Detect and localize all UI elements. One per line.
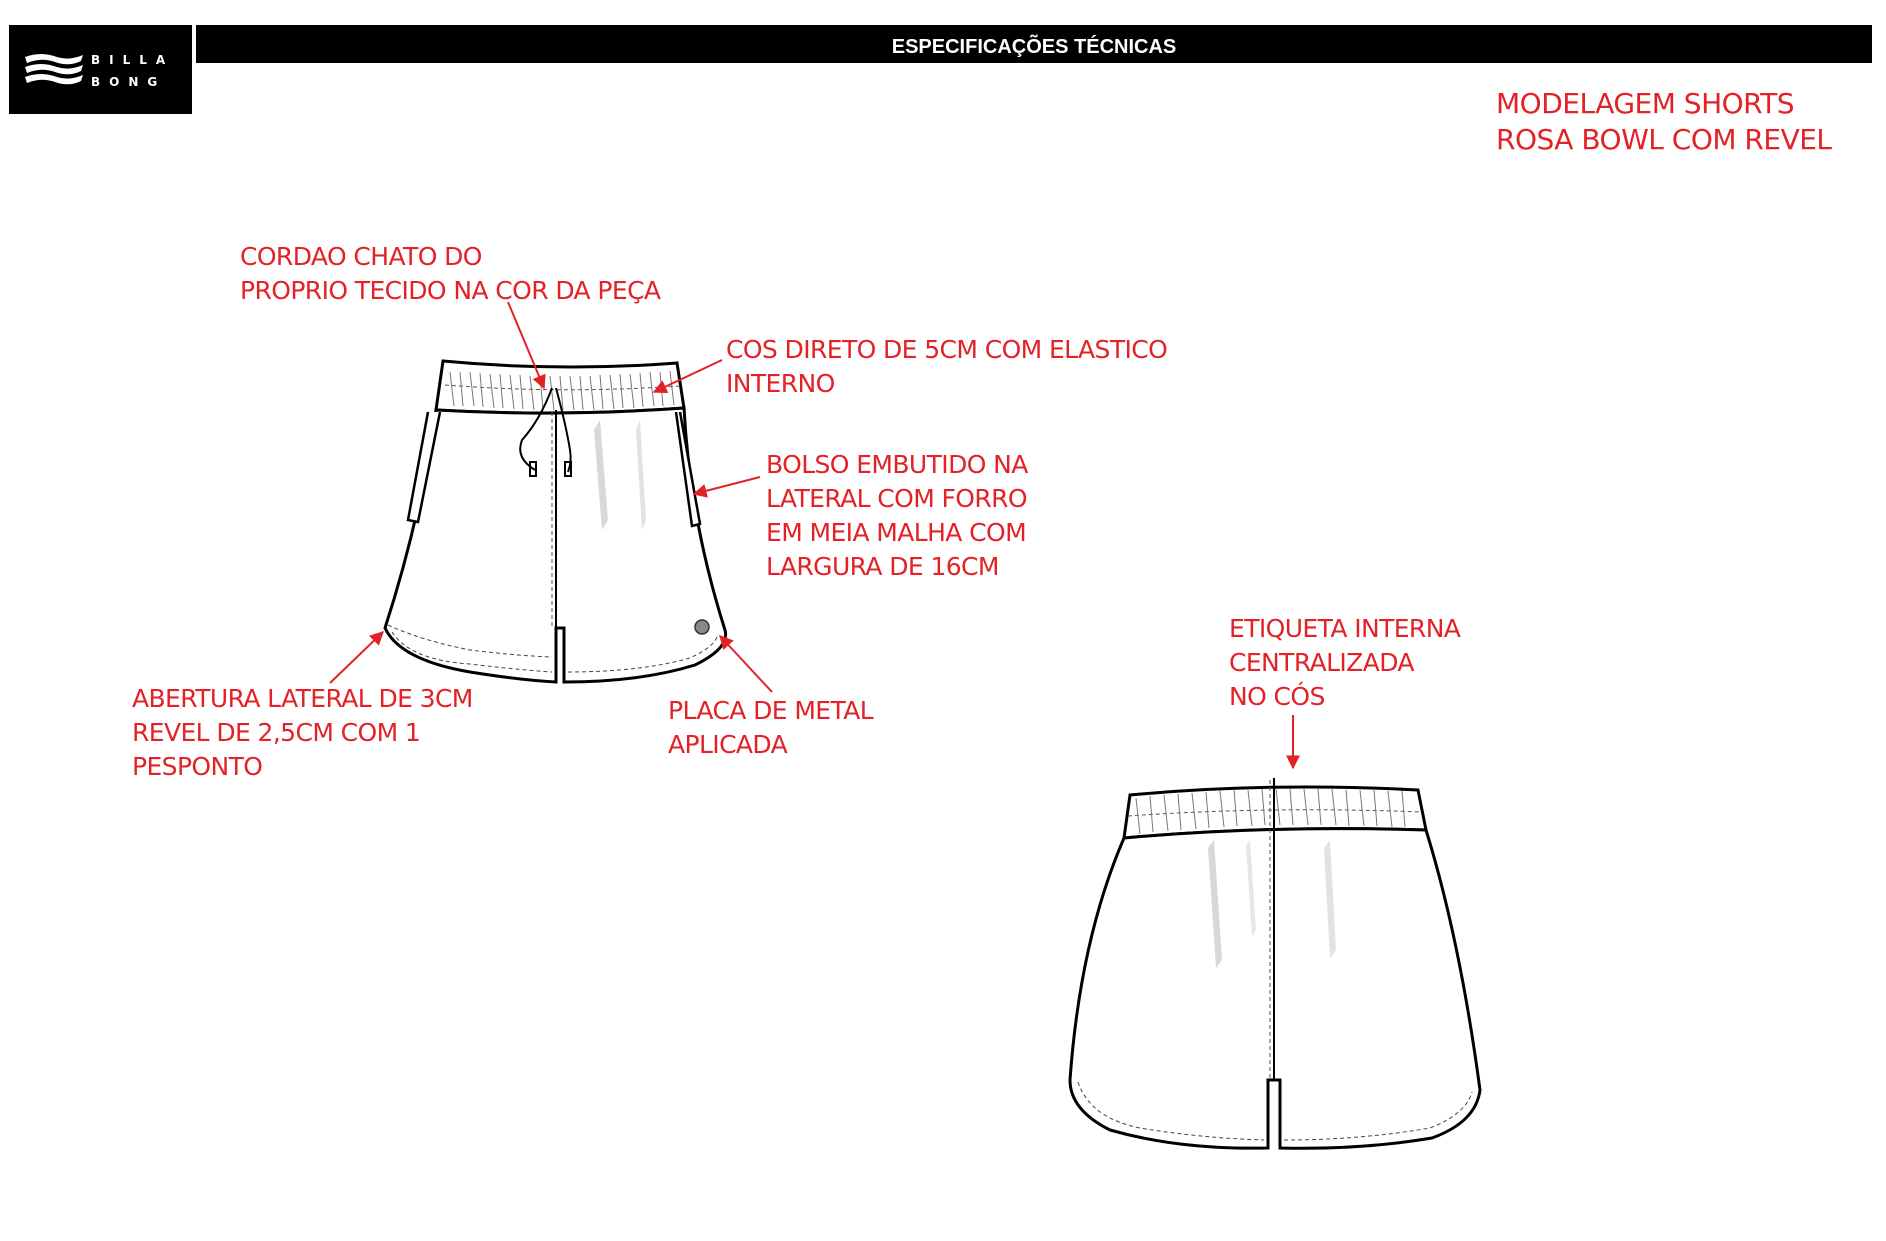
callout-placa-line1: PLACA DE METAL: [668, 696, 874, 725]
callout-cordao: [240, 240, 660, 308]
callout-abertura: [132, 682, 473, 784]
callout-bolso-line3: EM MEIA MALHA COM: [766, 518, 1027, 547]
front-shorts-drawing: [385, 361, 726, 682]
callout-placa-line2: APLICADA: [668, 730, 788, 759]
callout-bolso: [766, 448, 1028, 584]
callout-etiqueta-line3: NO CÓS: [1229, 682, 1325, 711]
page-title: ESPECIFICAÇÕES TÉCNICAS: [196, 25, 1872, 63]
callout-abertura-line2: REVEL DE 2,5CM COM 1: [132, 718, 421, 747]
callout-bolso-line2: LATERAL COM FORRO: [766, 484, 1027, 513]
callout-cordao-line1: CORDAO CHATO DO: [240, 242, 482, 271]
callout-etiqueta-line2: CENTRALIZADA: [1229, 648, 1414, 677]
callout-cordao-line2: PROPRIO TECIDO NA COR DA PEÇA: [240, 276, 661, 305]
callout-bolso-line4: LARGURA DE 16CM: [766, 552, 999, 581]
callout-placa: [668, 694, 873, 762]
callout-cos-line1: COS DIRETO DE 5CM COM ELASTICO: [726, 335, 1168, 364]
brand-name-line1: BILLA: [91, 53, 175, 67]
metal-plate: [695, 620, 709, 634]
arrow-placa: [720, 636, 772, 692]
callout-cos: [726, 333, 1167, 401]
callout-etiqueta-line1: ETIQUETA INTERNA: [1229, 614, 1461, 643]
model-title-line2: ROSA BOWL COM REVEL: [1496, 123, 1832, 156]
callout-bolso-line1: BOLSO EMBUTIDO NA: [766, 450, 1028, 479]
callout-etiqueta: [1229, 612, 1460, 714]
arrow-abertura: [330, 632, 383, 683]
back-shorts-drawing: [1070, 778, 1480, 1148]
brand-name-line2: BONG: [91, 75, 167, 89]
callout-abertura-line3: PESPONTO: [132, 752, 263, 781]
callout-abertura-line1: ABERTURA LATERAL DE 3CM: [132, 684, 473, 713]
callout-cos-line2: INTERNO: [726, 369, 835, 398]
model-title-line1: MODELAGEM SHORTS: [1496, 87, 1794, 120]
arrow-bolso: [694, 477, 760, 494]
